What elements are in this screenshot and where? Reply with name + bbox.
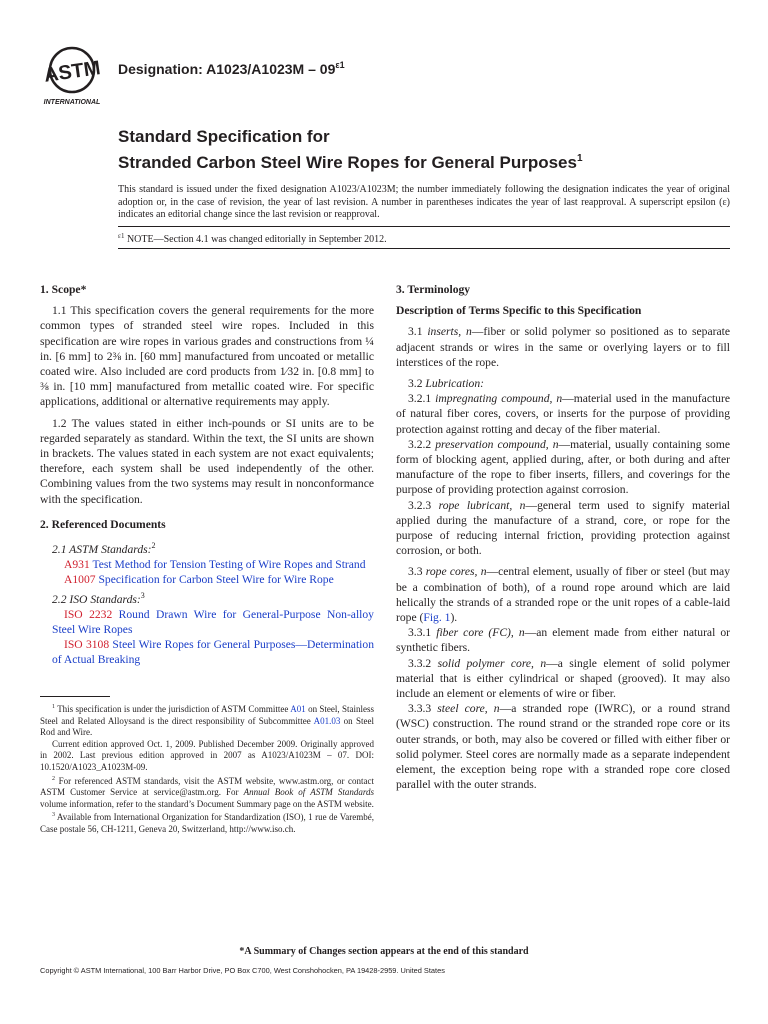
- standard-notice: This standard is issued under the fixed designation A1023/A1023M; the number immediately following the designation indicates the year of original adoption or, in the case of revision, the year of last revision. A number in parentheses indicates the year of last reapproval. A superscript epsilon (ε) indicates an editorial change since the last revision or reapproval.: [118, 184, 730, 221]
- term-3-2-3: 3.2.3 rope lubricant, n—general term used to signify material applied during the manufacture of a strand, core, or rope for the purpose of reducing internal friction, providing protection against corrosion, or both.: [396, 498, 730, 558]
- reference-item[interactable]: A931 Test Method for Tension Testing of Wire Ropes and Strand: [64, 558, 366, 572]
- svg-text:ASTM: ASTM: [42, 57, 102, 87]
- reference-item[interactable]: ISO 2232 Round Drawn Wire for General-Purpose Non-alloy Steel Wire Ropes: [52, 607, 374, 637]
- term-3-2-2: 3.2.2 preservation compound, n—material, usually containing some form of blocking agent, applied during, after, or both during and after manufacture of the rope to fiber inserts, fillers, and coverings for the purpose of providing protection against corrosion.: [396, 437, 730, 497]
- document-title: Standard Specification for Stranded Carbon Steel Wire Ropes for General Purposes$^1$: [118, 127, 583, 172]
- term-3-3: 3.3 rope cores, n—central element, usually of fiber or steel (but may be a combination of both), of a round rope around which are laid helically the strands of a stranded rope or the unit ropes of a cable-laid rope (Fig. 1).: [396, 565, 730, 625]
- astm-standards-label: 2.1 ASTM Standards:$^2$: [52, 541, 156, 557]
- left-column: [40, 282, 374, 668]
- designation: Designation: $A1023/A1023M - 09^{\varepsilon 1}$: [118, 60, 345, 77]
- divider: [118, 226, 730, 227]
- paragraph-1-1: 1.1 This specification covers the general requirements for the more common types of stranded steel wire ropes. Included in this specification are wire ropes in various grades and constructions from ¼ in. [6 mm] to 2⅜ in. [60 mm] manufactured from uncoated or metallic coated wire. Also included are cord products from 1⁄32 in. [0.8 mm] to ⅜ in. [10 mm] manufactured from metallic coated wire. For specific applications, additional or alternative requirements may apply.: [40, 304, 374, 409]
- section-heading-scope: 1. Scope*: [40, 283, 87, 296]
- term-3-1: 3.1 inserts, n—fiber or solid polymer so positioned as to separate adjacent strands or wires in the same or overlying layers or to fill interstices of the rope.: [396, 325, 731, 369]
- term-3-3-3: 3.3.3 steel core, n—a stranded rope (IWRC), or a round strand (WSC) construction. The round strand or the stranded rope core or its outer strands, or both, may also be covered or filled with either fiber or solid polymer. Steel cores are normally made as a separate independent element, the exception being rope with a stranded rope core closed parallel with the outer strands.: [396, 702, 730, 792]
- astm-logo: [38, 44, 116, 110]
- term-3-3-2: 3.3.2 solid polymer core, n—a single element of solid polymer material that is either cylindrical or shaped (grooved). It may also include an element or elements of wire or fiber.: [396, 656, 730, 701]
- footnote-divider: [40, 696, 110, 697]
- footnote-1-edition: Current edition approved Oct. 1, 2009. Published December 2009. Originally approved in 2002. Last previous edition approved in 2007 as A1023/A1023M – 07. DOI: 10.1520/A1023_A1023M-09.: [40, 738, 374, 772]
- figure-link[interactable]: Fig. 1: [423, 611, 451, 625]
- reference-item[interactable]: A1007 Specification for Carbon Steel Wire for Wire Rope: [64, 573, 334, 587]
- section-heading-terminology: 3. Terminology: [396, 283, 471, 296]
- paragraph-1-2: 1.2 The values stated in either inch-pounds or SI units are to be regarded separately as standard. Within the text, the SI units are shown in brackets. The values stated in each system are not exact equivalents; therefore, each system shall be used independently of the other. Combining values from the two systems may result in nonconformance with the specification.: [40, 416, 374, 506]
- footnotes: [40, 702, 374, 836]
- copyright-line: Copyright © ASTM International, 100 Barr Harbor Drive, PO Box C700, West Conshohocken, PA 19428-2959. United States: [40, 966, 445, 975]
- terminology-subheading: Description of Terms Specific to this Specification: [396, 304, 642, 318]
- section-heading-referenced-documents: 2. Referenced Documents: [40, 517, 166, 531]
- reference-item[interactable]: ISO 3108 Steel Wire Ropes for General Purposes—Determination of Actual Breaking: [52, 638, 374, 667]
- committee-link[interactable]: A01: [290, 704, 306, 714]
- term-3-3-1: 3.3.1 fiber core (FC), n—an element made from either natural or synthetic fibers.: [396, 626, 730, 655]
- iso-standards-label: 2.2 ISO Standards:$^3$: [52, 590, 145, 606]
- divider: [118, 248, 730, 249]
- summary-note: *A Summary of Changes section appears at the end of this standard: [239, 946, 529, 957]
- footnote-3: $^3$ Available from International Organization for Standardization (ISO), 1 rue de Varembé, Case postale 56, CH-1211, Geneva 20, Switzerland, http://www.iso.ch.: [40, 812, 374, 834]
- right-column: [396, 282, 730, 793]
- term-3-2: 3.2 Lubrication:: [408, 377, 485, 391]
- footnote-1: $^1$ This specification is under the jurisdiction of ASTM Committee A01 on Steel, Stainless Steel and Related Alloysand is the direct responsibility of Subcommittee A01.03 on Steel Rod and Wire.: [40, 704, 375, 738]
- footnote-2: $^2$ For referenced ASTM standards, visit the ASTM website, www.astm.org, or contact ASTM Customer Service at service@astm.org. For Annual Book of ASTM Standards volume information, refer to the standard’s Document Summary page on the ASTM website.: [40, 775, 375, 809]
- term-3-2-1: 3.2.1 impregnating compound, n—material used in the manufacture of natural fiber cores, covers, or inserts for the purpose of providing protection against rotting and decay of the fiber material.: [396, 392, 730, 436]
- subcommittee-link[interactable]: A01.03: [313, 715, 341, 726]
- editorial-note: $^{\varepsilon 1}$ NOTE—Section 4.1 was changed editorially in September 2012.: [118, 232, 387, 245]
- svg-text:INTERNATIONAL: INTERNATIONAL: [43, 99, 101, 106]
